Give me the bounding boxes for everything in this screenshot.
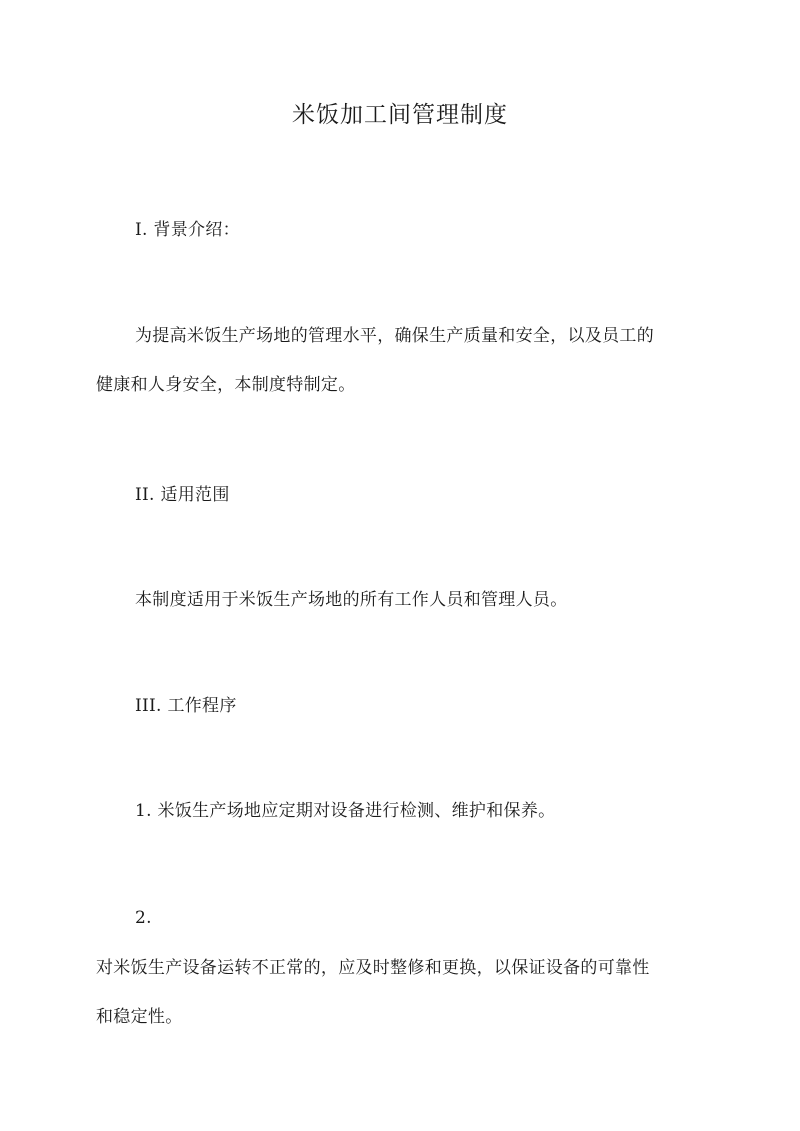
paragraph-background-line-1: 为提高米饭生产场地的管理水平，确保生产质量和安全，以及员工的 [135,326,654,346]
section-heading-procedure: III. 工作程序 [135,696,237,716]
paragraph-background-line-2: 健康和人身安全，本制度特制定。 [96,375,356,395]
paragraph-scope: 本制度适用于米饭生产场地的所有工作人员和管理人员。 [135,590,568,610]
list-item-2-line-1: 对米饭生产设备运转不正常的，应及时整修和更换，以保证设备的可靠性 [96,958,650,978]
list-item-1: 1. 米饭生产场地应定期对设备进行检测、维护和保养。 [135,801,556,821]
list-item-2-number: 2. [135,908,152,928]
page-title: 米饭加工间管理制度 [292,102,508,128]
section-heading-scope: II. 适用范围 [135,485,230,505]
list-item-2-line-2: 和稳定性。 [96,1007,183,1027]
section-heading-background: I. 背景介绍： [135,220,240,240]
